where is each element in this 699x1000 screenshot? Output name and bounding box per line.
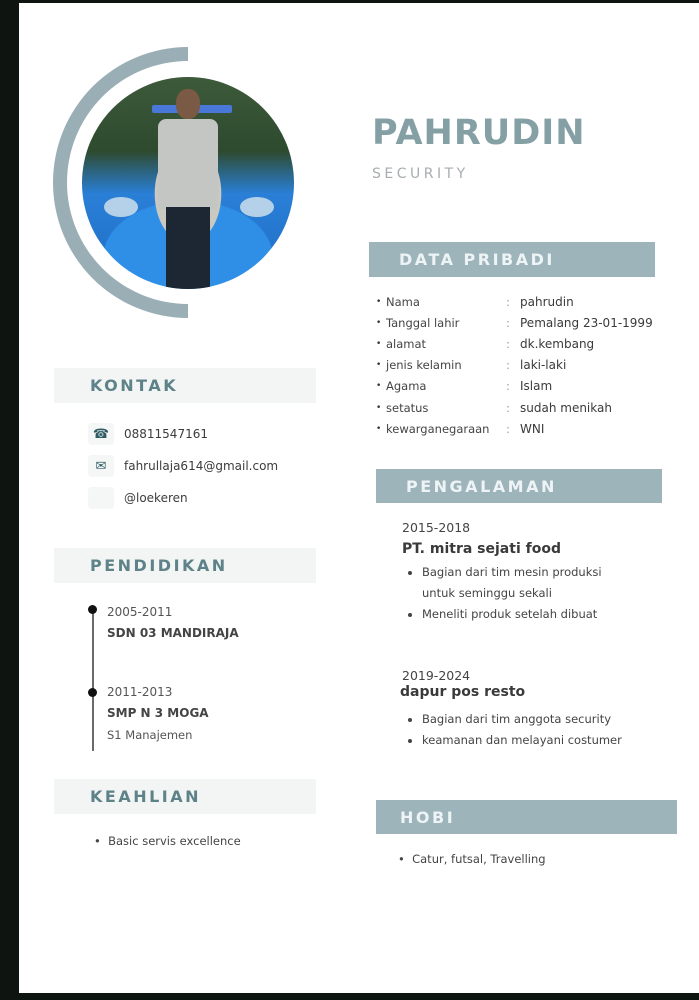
section-title: DATA PRIBADI xyxy=(399,250,555,269)
bullet: • xyxy=(376,381,382,391)
photo-detail xyxy=(176,89,200,119)
contact-phone xyxy=(88,423,208,445)
hobby-text: Catur, futsal, Travelling xyxy=(412,852,546,866)
bullet: • xyxy=(398,852,405,866)
colon: : xyxy=(506,295,510,309)
experience-point: • Bagian dari tim anggota security xyxy=(422,709,622,730)
experience-point: • Meneliti produk setelah dibuat xyxy=(422,604,622,625)
phone-icon: ☎ xyxy=(88,423,114,445)
phone-number: 08811547161 xyxy=(124,427,208,441)
photo-detail xyxy=(104,197,138,217)
field-label: alamat xyxy=(386,337,427,351)
field-label: Agama xyxy=(386,379,427,393)
section-header-hobi xyxy=(376,800,677,834)
photo-detail xyxy=(240,197,274,217)
education-years: 2011-2013 xyxy=(107,685,173,699)
education-school: SMP N 3 MOGA xyxy=(107,706,209,720)
experience-point: • keamanan dan melayani costumer xyxy=(422,730,622,751)
contact-email xyxy=(88,455,278,477)
section-title: KONTAK xyxy=(90,376,179,395)
field-label: setatus xyxy=(386,401,429,415)
bullet: • xyxy=(94,834,101,848)
contact-social xyxy=(88,487,188,509)
field-value: Islam xyxy=(520,379,553,393)
skill-text: Basic servis excellence xyxy=(108,834,241,848)
personal-data-row xyxy=(376,419,544,439)
skill-item xyxy=(94,834,241,848)
section-header-pengalaman xyxy=(376,469,662,503)
personal-data-row xyxy=(376,398,612,418)
section-title: HOBI xyxy=(400,807,456,827)
personal-data-row xyxy=(376,334,594,354)
colon: : xyxy=(506,316,510,330)
email-address: fahrullaja614@gmail.com xyxy=(124,459,279,473)
colon: : xyxy=(506,422,510,436)
bullet: • xyxy=(376,297,382,307)
colon: : xyxy=(506,401,510,415)
bullet: • xyxy=(376,403,382,413)
bullet: • xyxy=(376,360,382,370)
timeline-dot xyxy=(88,688,97,697)
personal-data-row xyxy=(376,292,574,312)
bullet: • xyxy=(376,424,382,434)
bullet: • xyxy=(376,318,382,328)
education-years: 2005-2011 xyxy=(107,605,173,619)
field-label: Nama xyxy=(386,295,420,309)
bullet: • xyxy=(376,339,382,349)
experience-years: 2019-2024 xyxy=(402,668,471,683)
experience-years: 2015-2018 xyxy=(402,520,471,535)
section-header-data-pribadi xyxy=(369,242,655,277)
section-header-keahlian xyxy=(54,779,316,814)
education-school: SDN 03 MANDIRAJA xyxy=(107,626,239,640)
experience-points xyxy=(410,562,622,624)
mail-icon: ✉ xyxy=(88,455,114,477)
field-value: laki-laki xyxy=(520,358,567,372)
section-title: KEAHLIAN xyxy=(90,787,202,806)
section-title: PENDIDIKAN xyxy=(90,556,228,575)
field-value: Pemalang 23-01-1999 xyxy=(520,316,653,330)
candidate-role: SECURITY xyxy=(372,166,469,182)
photo-detail xyxy=(158,119,218,209)
experience-company: dapur pos resto xyxy=(400,684,526,700)
social-handle: @loekeren xyxy=(124,491,188,505)
personal-data-row xyxy=(376,355,566,375)
experience-points xyxy=(410,709,622,751)
section-header-pendidikan xyxy=(54,548,316,583)
field-label: jenis kelamin xyxy=(386,358,462,372)
profile-photo xyxy=(82,77,294,289)
colon: : xyxy=(506,337,510,351)
hobby-item xyxy=(398,852,546,866)
personal-data-row xyxy=(376,313,653,333)
timeline-line xyxy=(92,609,94,751)
field-value: dk.kembang xyxy=(520,337,595,351)
education-major: S1 Manajemen xyxy=(107,728,193,742)
field-label: kewarganegaraan xyxy=(386,422,490,436)
field-value: WNI xyxy=(520,422,545,436)
timeline-dot xyxy=(88,605,97,614)
candidate-name: PAHRUDIN xyxy=(372,113,586,153)
photo-detail xyxy=(166,207,210,289)
personal-data-row xyxy=(376,376,552,396)
experience-company: PT. mitra sejati food xyxy=(402,541,561,557)
colon: : xyxy=(506,379,510,393)
section-title: PENGALAMAN xyxy=(406,476,557,496)
field-label: Tanggal lahir xyxy=(386,316,460,330)
social-icon xyxy=(88,487,114,509)
colon: : xyxy=(506,358,510,372)
field-value: pahrudin xyxy=(520,295,574,309)
field-value: sudah menikah xyxy=(520,401,612,415)
experience-point: • Bagian dari tim mesin produksi untuk seminggu sekali xyxy=(422,562,622,604)
section-header-kontak xyxy=(54,368,316,403)
